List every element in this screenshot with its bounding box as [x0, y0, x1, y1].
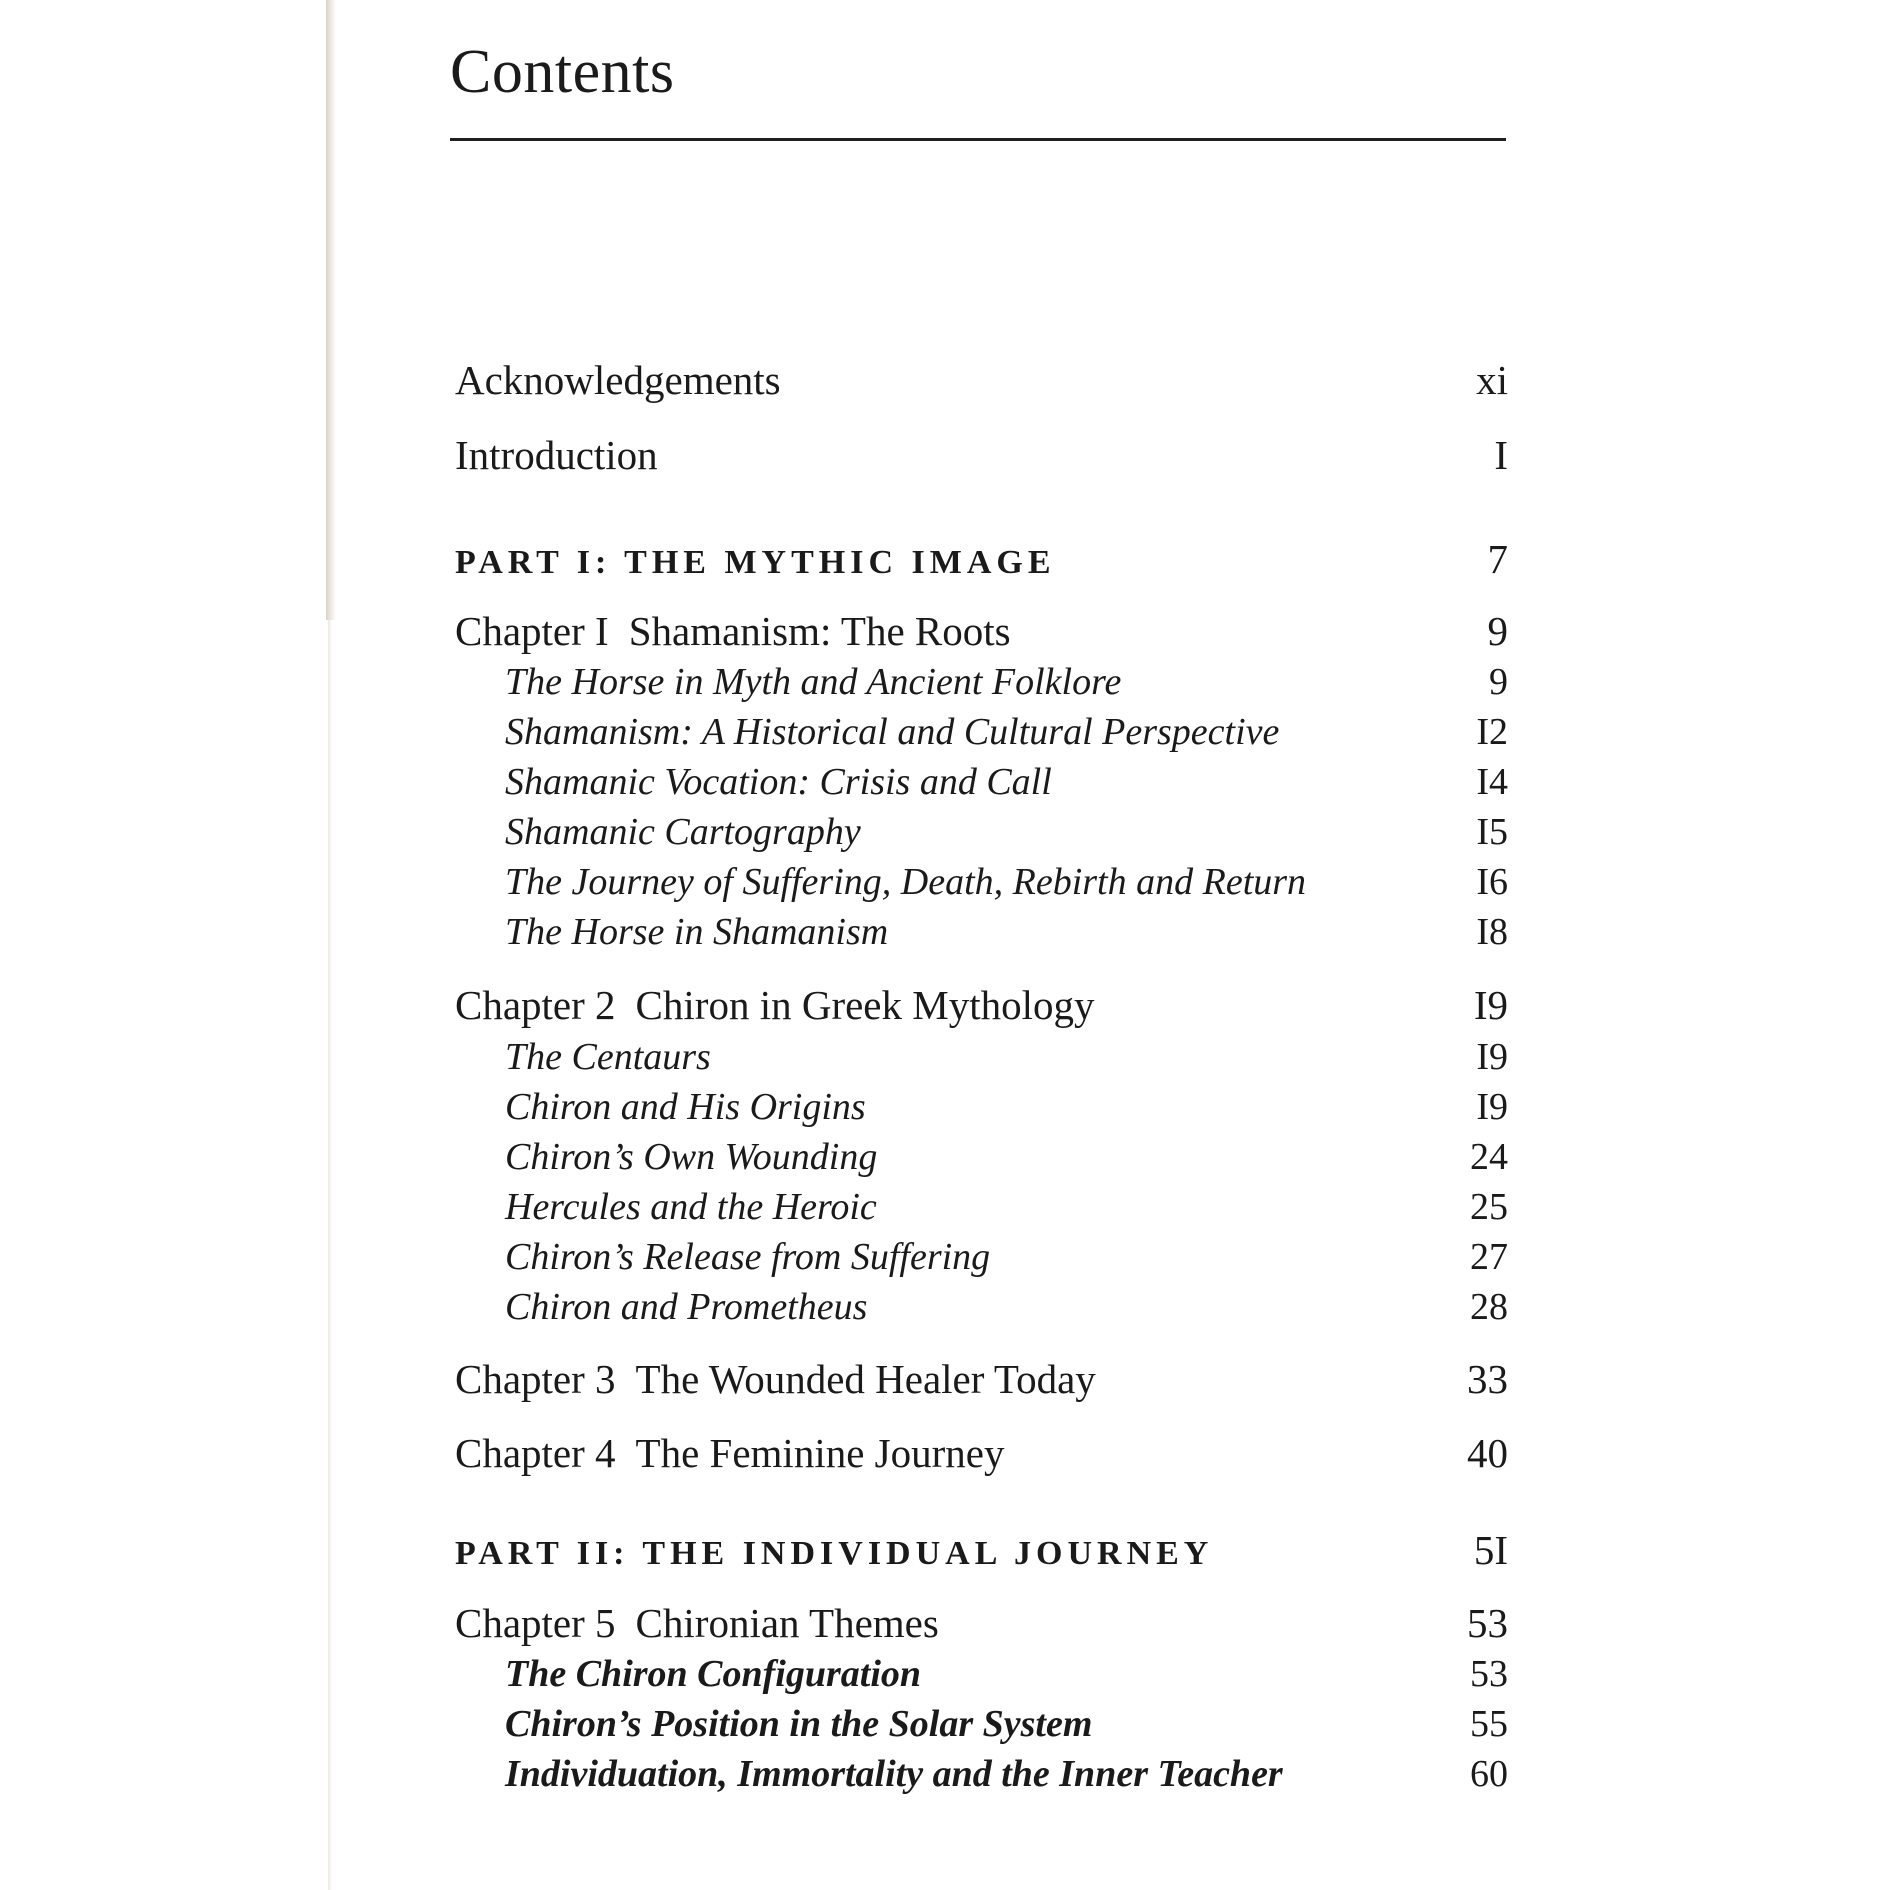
chapter-title: Chiron in Greek Mythology: [635, 982, 1095, 1028]
toc-chapter-3: [455, 1354, 1512, 1404]
chapter-number: Chapter 5: [455, 1600, 616, 1646]
section-title: Chiron’s Own Wounding: [505, 1136, 878, 1178]
toc-section: [455, 1083, 1512, 1131]
section-title: Shamanic Cartography: [505, 811, 861, 853]
section-title: The Chiron Configuration: [505, 1653, 922, 1695]
toc-section: [455, 908, 1512, 956]
entry-page: I9: [1476, 1036, 1508, 1078]
entry-page: 40: [1467, 1430, 1508, 1476]
chapter-title: The Wounded Healer Today: [635, 1356, 1096, 1402]
toc-chapter-1: [455, 606, 1512, 656]
entry-page: I5: [1476, 811, 1508, 853]
section-title: The Horse in Myth and Ancient Folklore: [505, 661, 1122, 703]
page-title: Contents: [450, 38, 675, 106]
entry-page: 53: [1470, 1653, 1508, 1695]
toc-section: [455, 1750, 1512, 1798]
toc-section: [455, 1650, 1512, 1698]
entry-page: I8: [1476, 911, 1508, 953]
section-title: Shamanism: A Historical and Cultural Perspective: [505, 711, 1280, 753]
chapter-number: Chapter 4: [455, 1430, 616, 1476]
entry-page: 5I: [1473, 1527, 1508, 1573]
toc-section: [455, 1283, 1512, 1331]
toc-part-1: [455, 534, 1512, 588]
page-edge-lower: [328, 620, 332, 1890]
entry-page: 24: [1470, 1136, 1508, 1178]
entry-page: 55: [1470, 1703, 1508, 1745]
section-title: The Journey of Suffering, Death, Rebirth and Return: [505, 861, 1307, 903]
entry-page: 28: [1470, 1286, 1508, 1328]
toc-section: [455, 708, 1512, 756]
entry-page: xi: [1476, 357, 1508, 403]
toc-chapter-4: [455, 1428, 1512, 1478]
toc-section: [455, 1033, 1512, 1081]
entry-label: Introduction: [455, 432, 658, 478]
section-title: Hercules and the Heroic: [505, 1186, 877, 1228]
section-title: The Centaurs: [505, 1036, 711, 1078]
section-title: Chiron’s Position in the Solar System: [505, 1703, 1093, 1745]
section-title: The Horse in Shamanism: [505, 911, 889, 953]
section-title: Individuation, Immortality and the Inner Teacher: [505, 1753, 1283, 1795]
section-title: Chiron and His Origins: [505, 1086, 866, 1128]
chapter-title: Shamanism: The Roots: [628, 608, 1011, 654]
toc-part-2: [455, 1525, 1512, 1579]
toc-section: [455, 1183, 1512, 1231]
entry-page: I9: [1476, 1086, 1508, 1128]
title-rule: [450, 138, 1506, 141]
part-label: PART I: THE MYTHIC IMAGE: [455, 544, 1056, 581]
entry-page: I9: [1473, 982, 1508, 1028]
toc-section: [455, 758, 1512, 806]
toc-section: [455, 808, 1512, 856]
entry-page: 9: [1487, 608, 1508, 654]
chapter-title: Chironian Themes: [635, 1600, 939, 1646]
toc-section: [455, 658, 1512, 706]
part-label: PART II: THE INDIVIDUAL JOURNEY: [455, 1535, 1214, 1572]
toc-entry-acknowledgements: [455, 355, 1512, 405]
toc-section: [455, 1233, 1512, 1281]
chapter-number: Chapter 2: [455, 982, 616, 1028]
entry-page: 60: [1470, 1753, 1508, 1795]
toc-section: [455, 1700, 1512, 1748]
entry-page: 9: [1489, 661, 1508, 703]
entry-page: I2: [1476, 711, 1508, 753]
entry-page: I4: [1476, 761, 1508, 803]
toc-chapter-2: [455, 980, 1512, 1030]
section-title: Shamanic Vocation: Crisis and Call: [505, 761, 1052, 803]
toc-section: [455, 1133, 1512, 1181]
page-edge: [326, 0, 336, 620]
chapter-number: Chapter I: [455, 608, 609, 654]
entry-page: I: [1494, 432, 1508, 478]
entry-page: 53: [1467, 1600, 1508, 1646]
toc-chapter-5: [455, 1598, 1512, 1648]
entry-label: Acknowledgements: [455, 357, 781, 403]
chapter-number: Chapter 3: [455, 1356, 616, 1402]
entry-page: I6: [1476, 861, 1508, 903]
entry-page: 25: [1470, 1186, 1508, 1228]
section-title: Chiron and Prometheus: [505, 1286, 868, 1328]
entry-page: 33: [1467, 1356, 1508, 1402]
section-title: Chiron’s Release from Suffering: [505, 1236, 991, 1278]
toc-entry-introduction: [455, 430, 1512, 480]
toc-section: [455, 858, 1512, 906]
entry-page: 27: [1470, 1236, 1508, 1278]
chapter-title: The Feminine Journey: [635, 1430, 1005, 1476]
entry-page: 7: [1487, 536, 1508, 582]
